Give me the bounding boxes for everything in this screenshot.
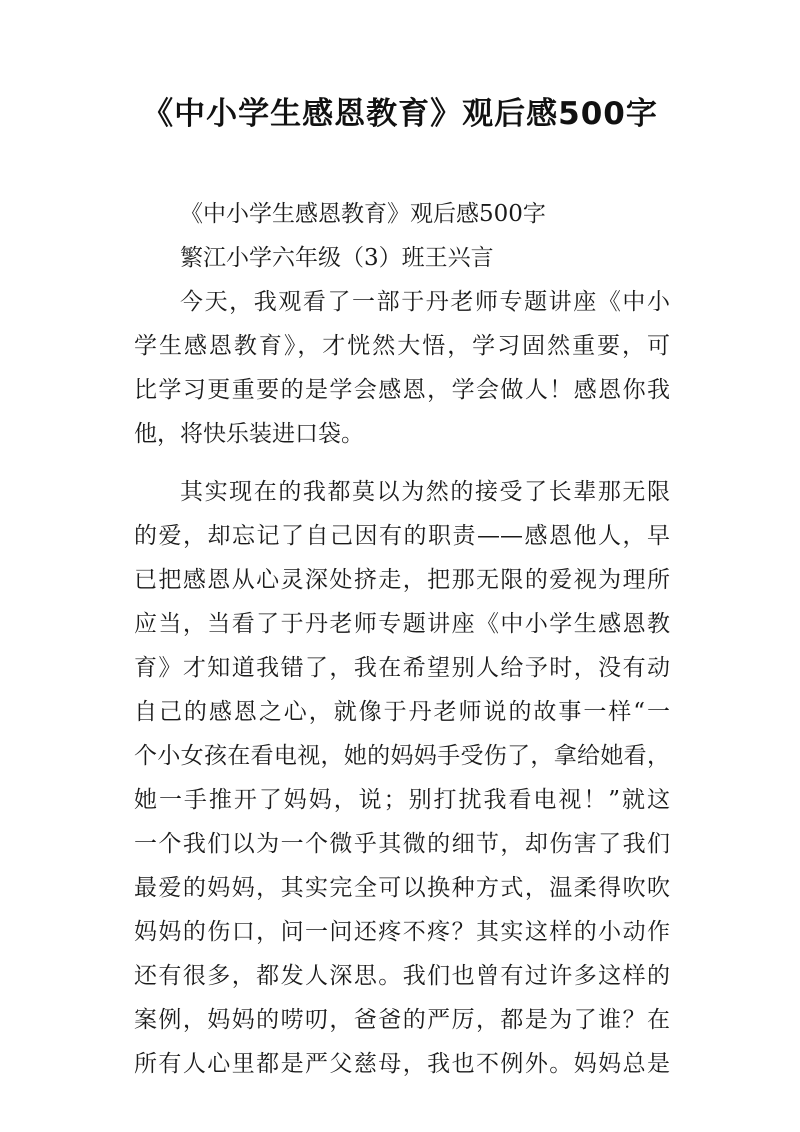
paragraph-1-line-2: 学生感恩教育》，才恍然大悟，学习固然重要，可 — [134, 333, 670, 359]
paragraph-1-line-3: 比学习更重要的是学会感恩，学会做人！感恩你我 — [134, 377, 670, 403]
paragraph-2-line-3: 已把感恩从心灵深处挤走，把那无限的爱视为理所 — [134, 567, 670, 593]
paragraph-2-line-2: 的爱，却忘记了自己因有的职责——感恩他人，早 — [134, 523, 670, 549]
paragraph-1-line-4: 他，将快乐装进口袋。 — [134, 421, 364, 447]
paragraph-2-line-12: 还有很多，都发人深思。我们也曾有过许多这样的 — [134, 963, 670, 989]
author-line: 繁江小学六年级（3）班王兴言 — [180, 245, 494, 271]
document-title: 《中小学生感恩教育》观后感500字 — [142, 96, 658, 132]
paragraph-1-line-1: 今天，我观看了一部于丹老师专题讲座《中小 — [180, 289, 670, 315]
paragraph-2-line-9: 一个我们以为一个微乎其微的细节，却伤害了我们 — [134, 831, 670, 857]
paragraph-2-line-14: 所有人心里都是严父慈母，我也不例外。妈妈总是 — [134, 1051, 670, 1077]
paragraph-2-line-1: 其实现在的我都莫以为然的接受了长辈那无限 — [180, 479, 670, 505]
subtitle-line: 《中小学生感恩教育》观后感500字 — [180, 201, 546, 227]
paragraph-2-line-10: 最爱的妈妈，其实完全可以换种方式，温柔得吹吹 — [134, 875, 670, 901]
paragraph-2-line-5: 育》才知道我错了，我在希望别人给予时，没有动 — [134, 655, 670, 681]
paragraph-2-line-8: 她一手推开了妈妈，说；别打扰我看电视！”就这 — [134, 787, 670, 813]
paragraph-2-line-13: 案例，妈妈的唠叨，爸爸的严厉，都是为了谁？在 — [134, 1007, 670, 1033]
document-body — [134, 192, 670, 1086]
paragraph-2-line-7: 个小女孩在看电视，她的妈妈手受伤了，拿给她看， — [134, 743, 670, 769]
paragraph-2-line-4: 应当，当看了于丹老师专题讲座《中小学生感恩教 — [134, 611, 670, 637]
paragraph-2-line-11: 妈妈的伤口，问一问还疼不疼？其实这样的小动作 — [134, 919, 670, 945]
paragraph-2-line-6: 自己的感恩之心，就像于丹老师说的故事一样“一 — [134, 699, 670, 725]
